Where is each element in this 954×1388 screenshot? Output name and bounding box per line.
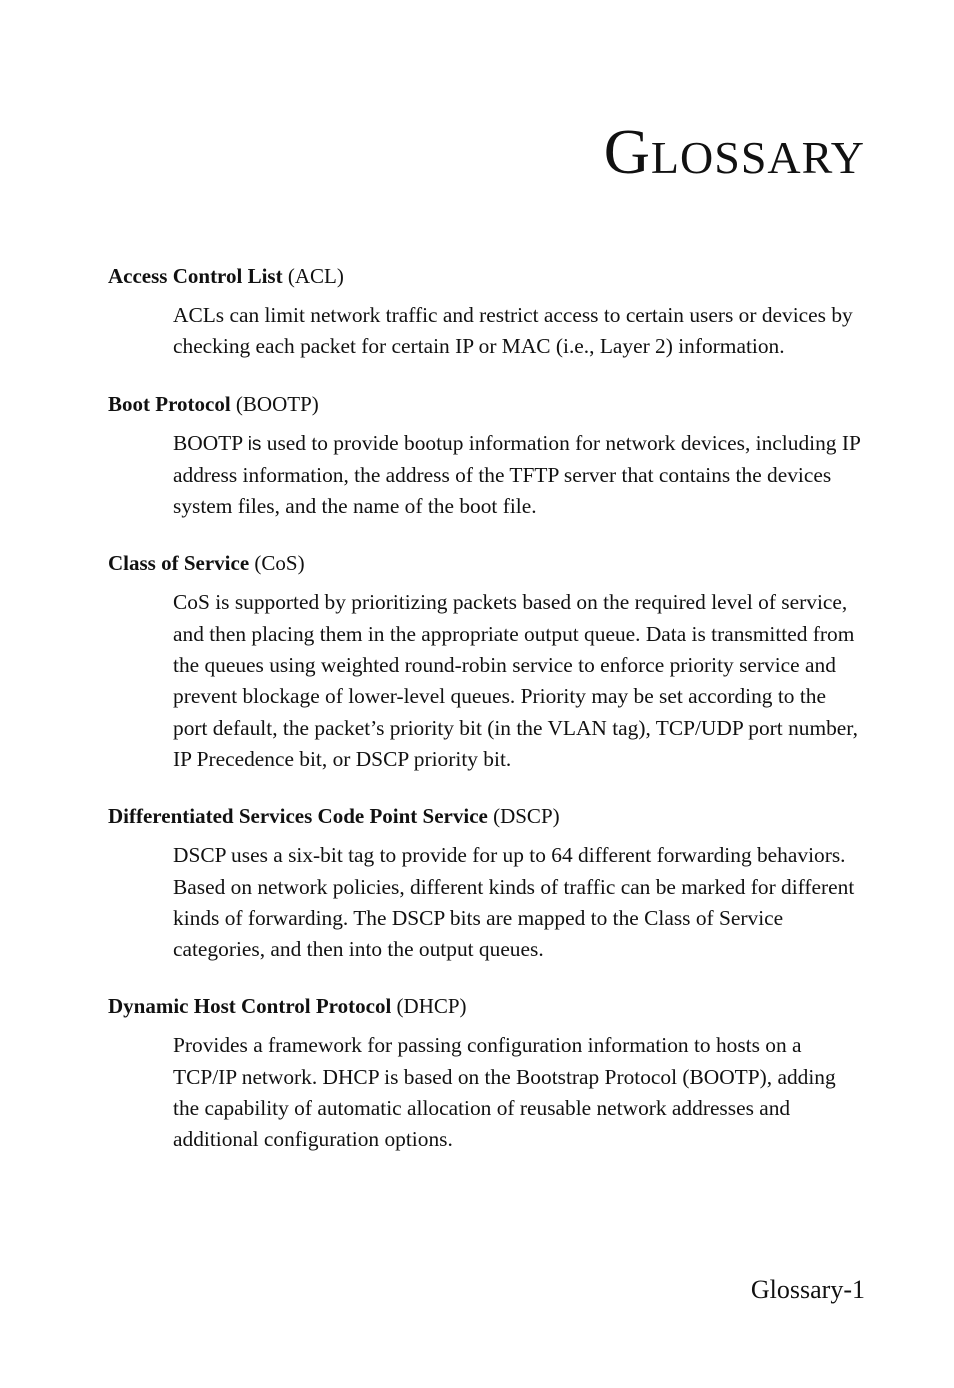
term-definition: DSCP uses a six-bit tag to provide for up to 64 different forwarding behaviors. Based on network policies, different kinds of traffic can be marked for different kinds of forwarding. The DSCP bits are mapped to the Class of Service categories, and then into the output queues.	[173, 843, 855, 962]
term-definition: CoS is supported by prioritizing packets based on the required level of service, and then placing them in the appropriate output queue. Data is transmitted from the queues using weighted round-robin service to enforce priority service and prevent blockage of lower-level queues. Priority may be set according to the port default, the packet’s priority bit (in the VLAN tag), TCP/UDP port number, IP Precedence bit, or DSCP priority bit.	[173, 590, 858, 771]
definition-sans-word: is	[247, 433, 262, 455]
page-title	[603, 116, 865, 187]
glossary-term	[108, 390, 868, 418]
term-definition	[173, 428, 865, 523]
term-abbreviation: (DHCP)	[391, 994, 467, 1019]
page-title-rest: LOSSARY	[650, 132, 865, 183]
glossary-entry-acl	[108, 262, 868, 363]
glossary-entry-bootp	[108, 390, 868, 523]
glossary-term	[108, 992, 868, 1020]
term-abbreviation: (ACL)	[282, 264, 344, 288]
glossary-entries	[108, 262, 868, 1156]
glossary-term	[108, 802, 868, 830]
glossary-entry-dhcp	[108, 992, 868, 1155]
term-definition: Provides a framework for passing configuration information to hosts on a TCP/IP network. DHCP is based on the Bootstrap Protocol (BOOTP), adding the capability of automatic allocation of reusable network addresses and additional configuration options.	[173, 1033, 836, 1152]
term-name: Access Control List	[108, 264, 283, 288]
term-abbreviation: (BOOTP)	[230, 391, 319, 416]
definition-body: used to provide bootup information for network devices, including IP address information, the address of the TFTP server that contains the devices system files, and the name of the boot file.	[173, 430, 861, 519]
glossary-entry-dscp	[108, 802, 868, 965]
definition-prefix: BOOTP	[173, 430, 248, 455]
page-number: Glossary-1	[750, 1275, 865, 1304]
glossary-term	[108, 262, 868, 290]
term-name: Dynamic Host Control Protocol	[108, 994, 392, 1019]
glossary-entry-cos	[108, 549, 868, 775]
term-definition: ACLs can limit network traffic and restrict access to certain users or devices by checking each packet for certain IP or MAC (i.e., Layer 2) information.	[173, 303, 853, 359]
glossary-term	[108, 549, 868, 577]
page-title-initial: G	[603, 116, 651, 187]
term-name: Class of Service	[108, 551, 250, 576]
term-abbreviation: (DSCP)	[487, 804, 560, 829]
term-abbreviation: (CoS)	[249, 551, 305, 576]
term-name: Differentiated Services Code Point Service	[108, 804, 488, 829]
term-name: Boot Protocol	[108, 391, 231, 416]
